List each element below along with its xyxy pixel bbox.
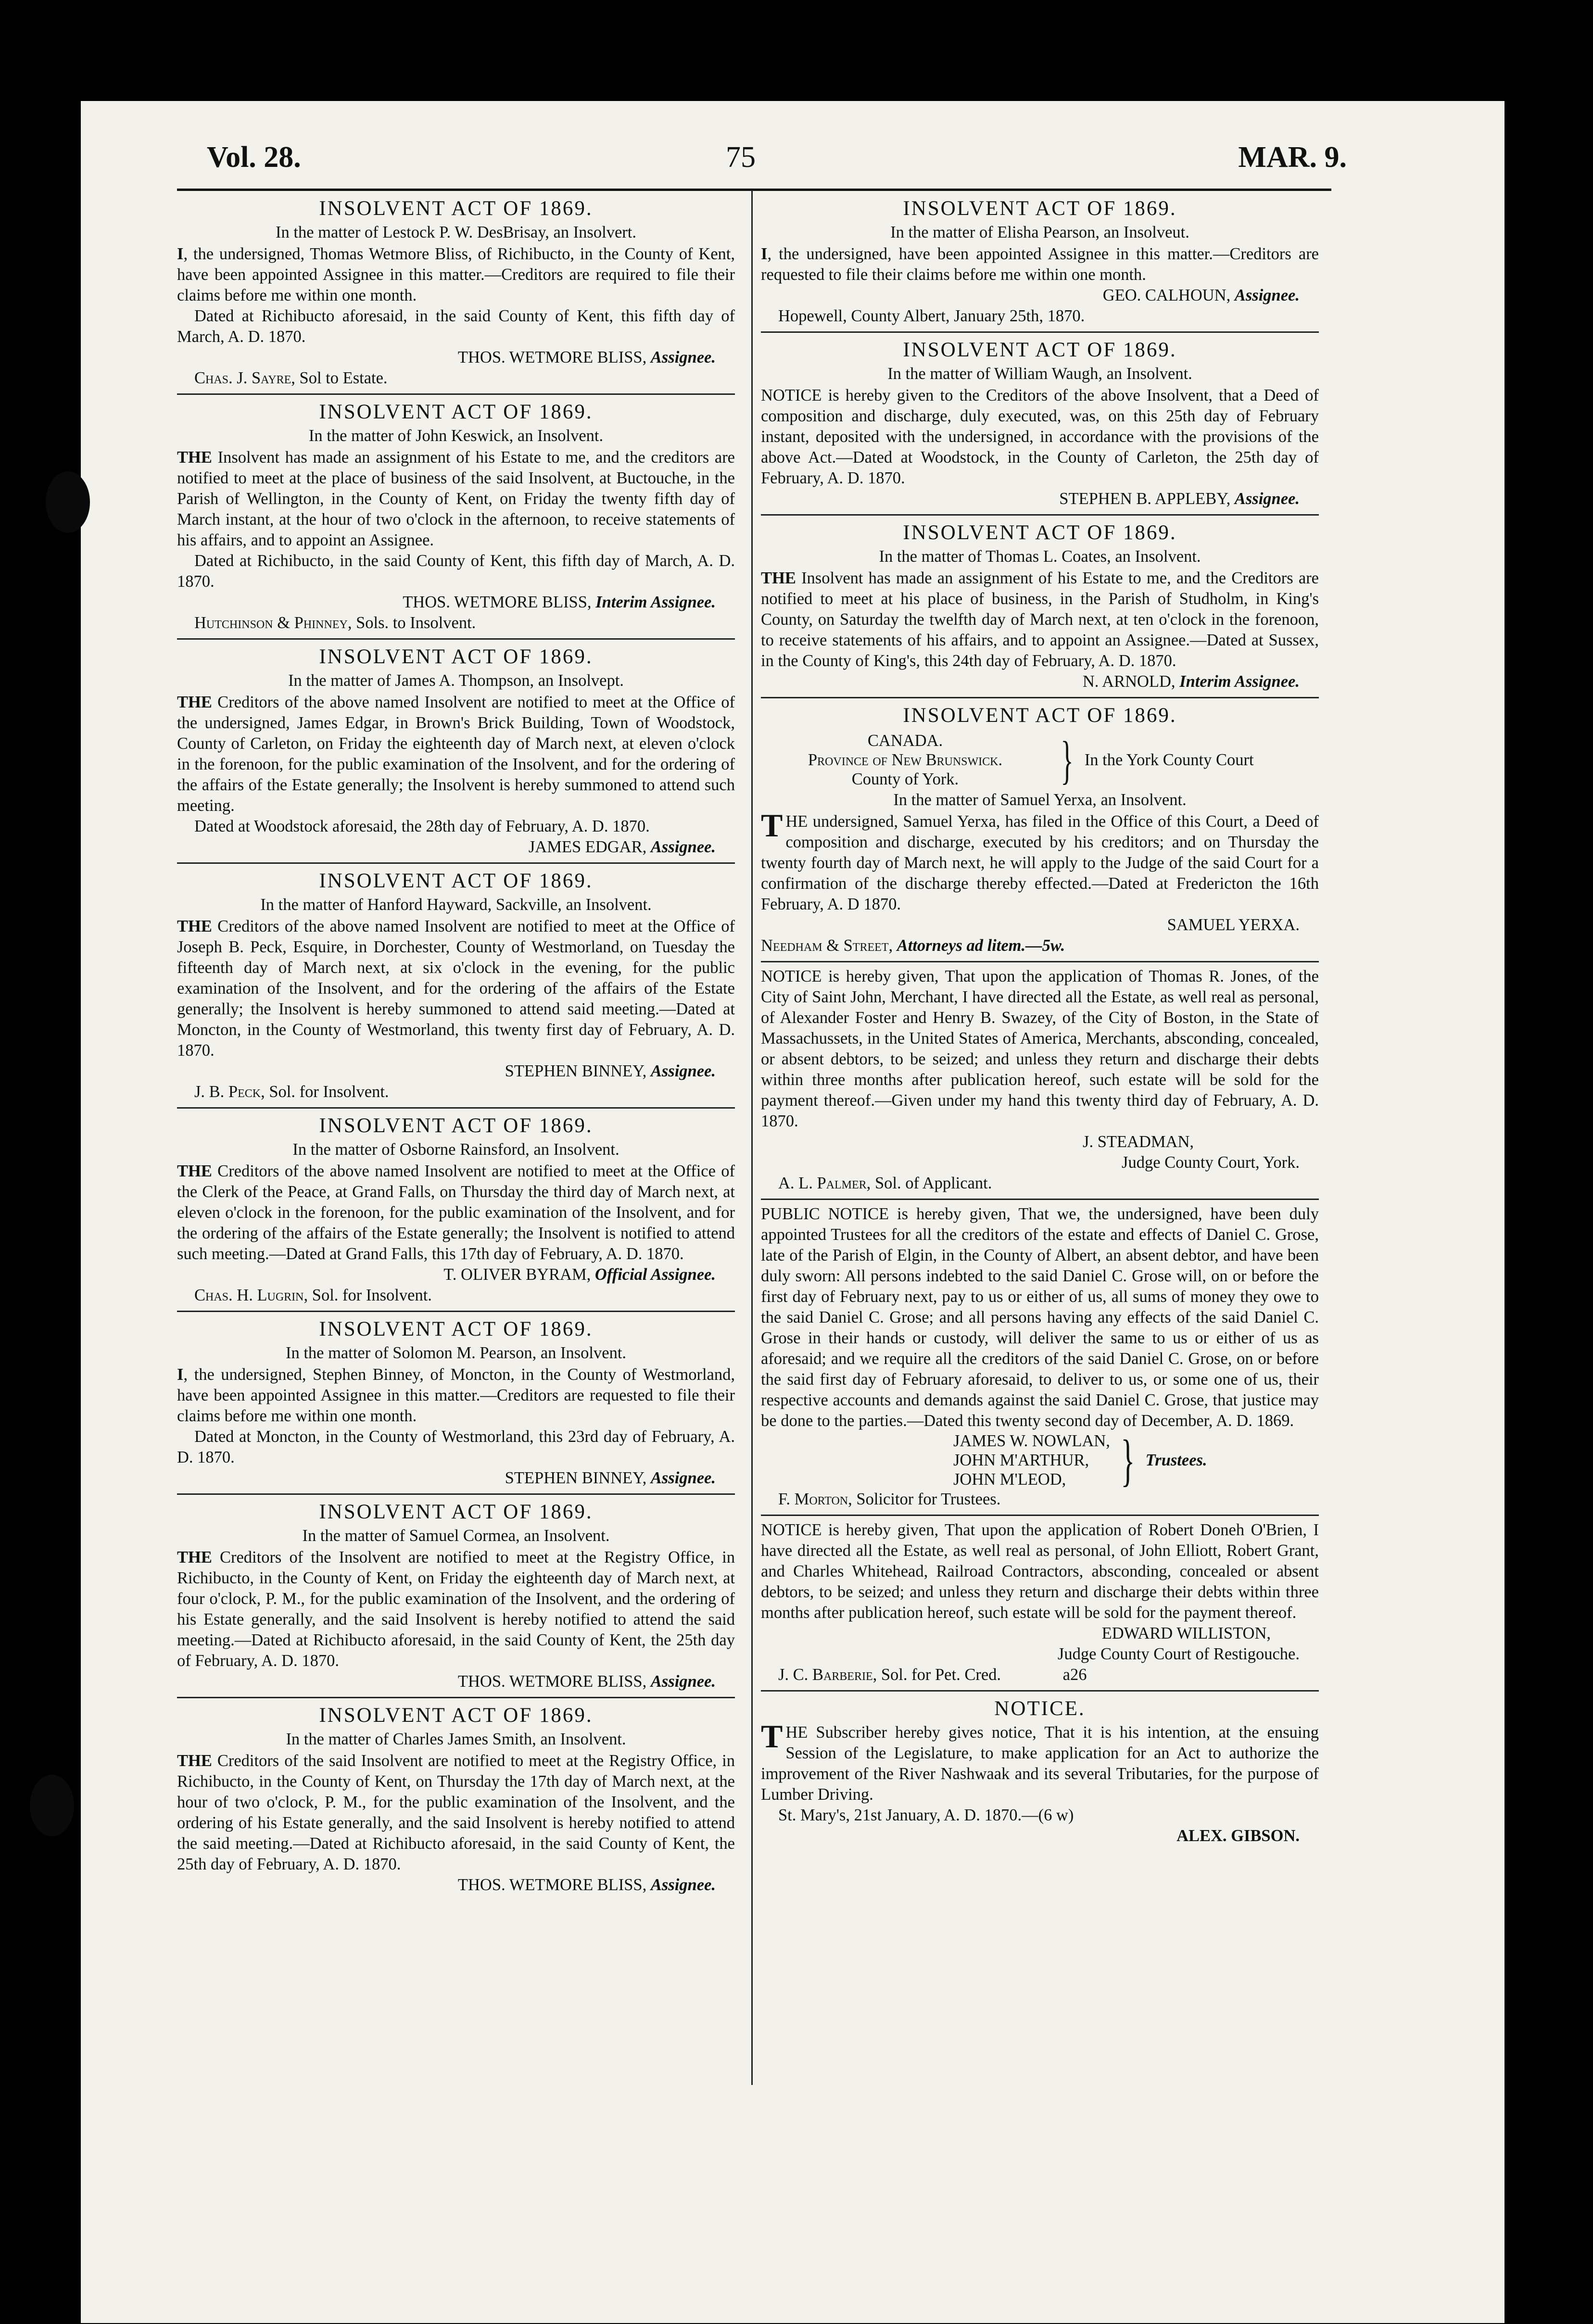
notice-subtitle: In the matter of William Waugh, an Insolvent. [887, 365, 1192, 383]
notice-rainsford [177, 1112, 735, 1312]
notice-cormea [177, 1499, 735, 1698]
notice-dated: St. Mary's, 21st January, A. D. 1870.—(6 w) [778, 1806, 1074, 1824]
notice-subtitle: In the matter of Hanford Hayward, Sackville, an Insolvent. [260, 896, 652, 914]
notice-body [761, 1718, 1319, 1805]
solicitor-role: Sol. for Pet. Cred. [881, 1666, 1001, 1684]
notice-body [177, 916, 735, 1061]
solicitor-role: Sol. for Insolvent. [312, 1286, 432, 1304]
notice-title: INSOLVENT ACT OF 1869. [903, 521, 1177, 544]
signer-role: Assignee. [1234, 286, 1300, 304]
notice-text: HE Subscriber hereby gives notice, That it is his intention, at the ensuing Session of the Legislature, to make application for an Act to authorize the improvement of the River Nashwaak and its several Tributaries, for the purpose of Lumber Driving. [761, 1723, 1319, 1804]
notice-body: NOTICE is hereby given to the Creditors of the above Insolvent, that a Deed of composition and discharge, duly executed, was, on this 25th day of February instant, deposited with the undersigned, in accordance with the provisions of the above Act.—Dated at Woodstock, in the County of Carleton, the 25th day of February, A. D. 1870. [761, 386, 1319, 487]
signature [177, 837, 735, 858]
initial-letter: THE [177, 1548, 212, 1566]
solicitor-role: Solicitor for Trustees. [856, 1490, 1001, 1508]
notice-text: Insolvent has made an assignment of his Estate to me, and the Creditors are notified to meet at his place of business, in the Parish of Studholm, in King's County, on Saturday the twelfth day of March next, at ten o'clock in the forenoon, to receive statements of his affairs, and to appoint an Assignee.—Dated at Sussex, in the County of King's, this 24th day of February, A. D. 1870. [761, 569, 1319, 670]
notice-title: INSOLVENT ACT OF 1869. [903, 197, 1177, 220]
initial-letter: THE [177, 448, 212, 467]
solicitor-line [761, 1173, 1319, 1194]
signer-name: STEPHEN BINNEY, [505, 1062, 647, 1080]
insertion-code: a26 [1062, 1666, 1087, 1684]
notice-text: Creditors of the above named Insolvent are notified to meet at the Office of the Clerk of the Peace, at Grand Falls, on Thursday the third day of March next, at eleven o'clock in the forenoon, for the public examination of the Insolvent, and for the ordering of the affairs of the Estate generally; the Insolvent is notified to attend such meeting.—Dated at Grand Falls, this 17th day of February, A. D. 1870. [177, 1162, 735, 1263]
solicitor-role: Sol to Estate. [299, 369, 388, 387]
notice-dated: Dated at Moncton, in the County of Westmorland, this 23rd day of February, A. D. 1870. [177, 1427, 735, 1466]
notice-hayward [177, 868, 735, 1109]
signature [177, 1061, 735, 1082]
signer-name: SAMUEL YERXA. [1167, 916, 1300, 934]
solicitor-line [761, 935, 1319, 956]
header-rule [177, 189, 1331, 191]
page-header [135, 140, 1347, 184]
notice-subtitle: In the matter of Osborne Rainsford, an Insolvent. [292, 1140, 620, 1159]
signer-role: Assignee. [650, 1672, 716, 1691]
punch-hole-bottom [30, 1775, 74, 1836]
solicitor-role: Sol. for Insolvent. [269, 1083, 389, 1101]
notice-desbrisay [177, 195, 735, 395]
solicitor-name: Chas. H. Lugrin, [194, 1286, 308, 1304]
signature [177, 1875, 735, 1895]
initial-letter: THE [177, 1752, 212, 1770]
notice-title: NOTICE. [994, 1697, 1086, 1720]
notice-subtitle: In the matter of Solomon M. Pearson, an Insolvent. [285, 1344, 627, 1362]
trustees-block [953, 1428, 1319, 1492]
signer-name: N. ARNOLD, [1082, 672, 1176, 691]
notice-text: Creditors of the above named Insolvent are notified to meet at the Office of the undersigned, James Edgar, in Brown's Brick Building, Town of Woodstock, County of Carleton, on Friday the eighteenth day of March next, at eleven o'clock in the forenoon, for the public examination of the Insolvent, and for the ordering of the affairs of the Estate generally; the Insolvent is hereby summoned to attend such meeting. [177, 693, 735, 815]
signature [177, 1264, 735, 1285]
punch-hole-top [46, 471, 90, 533]
notice-obrien [761, 1520, 1319, 1692]
notice-gibson [761, 1695, 1319, 1851]
signer-role: Assignee. [650, 1469, 716, 1487]
notice-subtitle: In the matter of Thomas L. Coates, an Insolvent. [879, 547, 1201, 566]
notice-body [177, 692, 735, 816]
signer-role: Official Assignee. [594, 1265, 716, 1284]
brace-glyph: } [1121, 1428, 1135, 1492]
signature: J. STEADMAN, [1083, 1133, 1194, 1151]
signer-name: THOS. WETMORE BLISS, [457, 1672, 647, 1691]
court-name: In the York County Court [1084, 750, 1254, 769]
solicitor-role: Sols. to Insolvent. [356, 614, 476, 632]
notice-body [761, 568, 1319, 671]
notice-waugh [761, 337, 1319, 516]
right-column [761, 192, 1319, 1855]
page-number: 75 [726, 141, 756, 174]
signature [761, 489, 1319, 509]
notice-body [177, 1364, 735, 1427]
notice-jones [761, 966, 1319, 1200]
signer-name: THOS. WETMORE BLISS, [403, 593, 592, 611]
notice-text: Creditors of the said Insolvent are notified to meet at the Registry Office, in Richibucto, in the County of Kent, on Thursday the 17th day of March next, at the hour of two o'clock, P. M., for the public examination of the Insolvent, and the ordering of his Estate generally, and the said Insolvent is hereby notified to attend the said meeting.—Dated at Richibucto aforesaid, in the said County of Kent, the 25th day of February, A. D. 1870. [177, 1752, 735, 1873]
solicitor-name: Needham & Street, [761, 936, 893, 955]
signature: EDWARD WILLISTON, [1101, 1624, 1271, 1642]
notice-subtitle: In the matter of Samuel Cormea, an Insolvent. [302, 1527, 610, 1545]
notice-body [177, 1751, 735, 1875]
signature [177, 1671, 735, 1692]
left-column [177, 192, 735, 1904]
signer-title: Judge County Court of Restigouche. [1057, 1645, 1300, 1663]
trustee-name: JOHN M'ARTHUR, [953, 1451, 1089, 1469]
trustee-name: JAMES W. NOWLAN, [953, 1432, 1110, 1450]
signer-name: STEPHEN B. APPLEBY, [1059, 490, 1231, 508]
notice-body [177, 1547, 735, 1671]
notice-body [177, 447, 735, 551]
signer-title: Judge County Court, York. [1122, 1153, 1300, 1172]
signer-role: Assignee. [650, 1062, 716, 1080]
notice-thompson [177, 644, 735, 864]
trustees-role: Trustees. [1145, 1451, 1207, 1469]
notice-dated: Hopewell, County Albert, January 25th, 1870. [778, 307, 1085, 325]
court-province: Province of New Brunswick. [808, 751, 1003, 769]
notice-keswick [177, 399, 735, 640]
court-country: CANADA. [867, 732, 943, 750]
solicitor-name: A. L. Palmer, [778, 1174, 871, 1192]
notice-subtitle: In the matter of Charles James Smith, an Insolvent. [286, 1730, 626, 1748]
notice-smith [177, 1702, 735, 1900]
issue-date: MAR. 9. [1238, 141, 1347, 174]
notice-dated: Dated at Richibucto, in the said County of Kent, this fifth day of March, A. D. 1870. [177, 552, 735, 591]
solicitor-line [761, 1665, 1319, 1685]
notice-title: INSOLVENT ACT OF 1869. [319, 870, 593, 892]
notice-text: , the undersigned, Thomas Wetmore Bliss, of Richibucto, in the County of Kent, have been appointed Assignee in this matter.—Creditors are required to file their claims before me within one month. [177, 245, 735, 304]
initial-letter: I [177, 245, 184, 263]
solicitor-line [177, 613, 735, 633]
signature [177, 347, 735, 368]
notice-title: INSOLVENT ACT OF 1869. [319, 1704, 593, 1727]
notice-title: INSOLVENT ACT OF 1869. [319, 1114, 593, 1137]
notice-text: Insolvent has made an assignment of his Estate to me, and the creditors are notified to meet at the place of business of the said Insolvent, at Buctouche, in the Parish of Wellington, in the County of Kent, on Friday the twenty fifth day of March instant, at the hour of two o'clock in the afternoon, to receive statements of his affairs, and to appoint an Assignee. [177, 448, 735, 549]
signature [177, 592, 735, 613]
notice-grose [761, 1204, 1319, 1516]
initial-letter: I [177, 1365, 184, 1384]
signer-name: JAMES EDGAR, [528, 838, 647, 856]
brace-glyph: } [1061, 731, 1074, 789]
court-heading [761, 731, 1319, 789]
signature [761, 915, 1319, 935]
drop-cap: T [761, 1718, 783, 1755]
notice-body [761, 244, 1319, 285]
notice-title: INSOLVENT ACT OF 1869. [903, 704, 1177, 727]
notice-body: NOTICE is hereby given, That upon the application of Thomas R. Jones, of the City of Saint John, Merchant, I have directed all the Estate, as well real as personal, of Alexander Foster and Henry B. Swazey, of the City of Boston, in the State of Massachussets, in the United States of America, Merchants, absconding, concealed, or absent debtors, to be seized; and unless they return and discharge their debts within three months after publication hereof, such estate will be sold for the payment thereof.—Given under my hand this twenty third day of February, A. D. 1870. [761, 967, 1319, 1130]
solicitor-line [761, 1489, 1319, 1510]
notice-text: HE undersigned, Samuel Yerxa, has filed in the Office of this Court, a Deed of composition and discharge, executed by his creditors; and on Thursday the twenty fourth day of March next, he will apply to the Judge of the said Court for a confirmation of the discharge thereby effected.—Dated at Fredericton the 16th February, A. D 1870. [761, 812, 1319, 913]
notice-title: INSOLVENT ACT OF 1869. [319, 1318, 593, 1340]
column-divider [751, 190, 753, 2085]
notice-subtitle: In the matter of John Keswick, an Insolvent. [308, 427, 604, 445]
signer-name: STEPHEN BINNEY, [505, 1469, 647, 1487]
notice-text: , the undersigned, have been appointed Assignee in this matter.—Creditors are requested to file their claims before me within one month. [761, 245, 1319, 284]
signer-role: Interim Assignee. [1179, 672, 1300, 691]
notice-coates [761, 519, 1319, 698]
notice-subtitle: In the matter of Elisha Pearson, an Insolveut. [890, 223, 1189, 241]
signer-name: T. OLIVER BYRAM, [443, 1265, 591, 1284]
signature [761, 1826, 1319, 1846]
notice-body [177, 1161, 735, 1264]
notice-subtitle: In the matter of Samuel Yerxa, an Insolvent. [893, 791, 1187, 809]
volume-label: Vol. 28. [207, 141, 301, 174]
signer-role: Assignee. [650, 1876, 716, 1894]
court-county: County of York. [851, 770, 959, 788]
signature [761, 671, 1319, 692]
notice-text: Creditors of the above named Insolvent are notified to meet at the Office of Joseph B. Peck, Esquire, in Dorchester, County of Westmorland, on Tuesday the fifteenth day of March next, at six o'clock in the evening, for the public examination of the Insolvent, and for the ordering of the affairs of the Estate generally; the Insolvent is hereby summoned to attend said meeting.—Dated at Moncton, in the County of Westmorland, this twenty first day of February, A. D. 1870. [177, 917, 735, 1060]
notice-title: INSOLVENT ACT OF 1869. [319, 1501, 593, 1523]
initial-letter: THE [761, 569, 796, 587]
solicitor-line [177, 1082, 735, 1102]
solicitor-name: J. B. Peck, [194, 1083, 265, 1101]
signature [761, 285, 1319, 306]
notice-dated: Dated at Woodstock aforesaid, the 28th day of February, A. D. 1870. [194, 817, 650, 835]
solicitor-role: Sol. of Applicant. [874, 1174, 992, 1192]
drop-cap: T [761, 807, 783, 844]
signature [177, 1468, 735, 1489]
court-jurisdiction [761, 731, 1049, 789]
signer-name: ALEX. GIBSON. [1176, 1827, 1300, 1845]
trustee-list [953, 1431, 1110, 1489]
notice-title: INSOLVENT ACT OF 1869. [319, 645, 593, 668]
notice-text: Creditors of the Insolvent are notified to meet at the Registry Office, in Richibucto, in the County of Kent, on Friday the eighteenth day of March next, at four o'clock, P. M., for the public examination of the Insolvent, and the ordering of his Estate generally, and the said Insolvent is hereby notified to attend the said meeting.—Dated at Richibucto aforesaid, in the said County of Kent, the 25th day of February, A. D. 1870. [177, 1548, 735, 1670]
solicitor-line [177, 1285, 735, 1306]
solicitor-line [177, 368, 735, 389]
notice-title: INSOLVENT ACT OF 1869. [319, 401, 593, 423]
solicitor-role: Attorneys ad litem.—5w. [897, 936, 1065, 955]
solicitor-name: Hutchinson & Phinney, [194, 614, 352, 632]
initial-letter: I [761, 245, 768, 263]
notice-subtitle: In the matter of James A. Thompson, an Insolvept. [288, 671, 624, 690]
initial-letter: THE [177, 917, 212, 935]
notice-title: INSOLVENT ACT OF 1869. [319, 197, 593, 220]
signer-role: Assignee. [1234, 490, 1300, 508]
solicitor-name: Chas. J. Sayre, [194, 369, 295, 387]
signer-role: Assignee. [650, 838, 716, 856]
notice-body [761, 807, 1319, 915]
signer-role: Interim Assignee. [595, 593, 716, 611]
notice-body: NOTICE is hereby given, That upon the application of Robert Doneh O'Brien, I have directed all the Estate, as well real as personal, of John Elliott, Robert Grant, and Charles Whitehead, Railroad Contractors, absconding, concealed or absent debtors, to be seized; and unless they return and discharge their debts within three months after publication hereof, such estate will be sold for the payment thereof. [761, 1521, 1319, 1622]
notice-body: PUBLIC NOTICE is hereby given, That we, the undersigned, have been duly appointed Trustees for all the creditors of the estate and effects of Daniel C. Grose, late of the Parish of Elgin, in the County of Albert, an absent debtor, and have been duly sworn: All persons indebted to the said Daniel C. Grose will, on or before the first day of February next, pay to us or either of us, all sums of money they owe to the said Daniel C. Grose; and all persons having any effects of the said Daniel C. Grose in their hands or custody, will deliver the same to us or either of us as aforesaid; and we require all the creditors of the said Daniel C. Grose, on or before the said first day of February aforesaid, to deliver to us, or some one of us, their respective accounts and demands against the said Daniel C. Grose, that justice may be done to the parties.—Dated this twenty second day of December, A. D. 1869. [761, 1205, 1319, 1430]
signer-role: Assignee. [650, 348, 716, 366]
notice-yerxa [761, 702, 1319, 962]
notice-dated: Dated at Richibucto aforesaid, in the said County of Kent, this fifth day of March, A. D. 1870. [177, 307, 735, 346]
solicitor-name: F. Morton, [778, 1490, 852, 1508]
notice-pearson-elisha [761, 195, 1319, 333]
notice-subtitle: In the matter of Lestock P. W. DesBrisay, an Insolvert. [276, 223, 636, 241]
trustee-name: JOHN M'LEOD, [953, 1470, 1066, 1489]
initial-letter: THE [177, 1162, 212, 1180]
signer-name: THOS. WETMORE BLISS, [457, 1876, 647, 1894]
initial-letter: THE [177, 693, 212, 711]
signer-name: THOS. WETMORE BLISS, [457, 348, 647, 366]
notice-title: INSOLVENT ACT OF 1869. [903, 339, 1177, 361]
signer-name: GEO. CALHOUN, [1102, 286, 1231, 304]
notice-text: , the undersigned, Stephen Binney, of Moncton, in the County of Westmorland, have been appointed Assignee in this matter.—Creditors are requested to file their claims before me within one month. [177, 1365, 735, 1425]
notice-pearson-solomon [177, 1316, 735, 1495]
solicitor-name: J. C. Barberie, [778, 1666, 877, 1684]
notice-body [177, 244, 735, 306]
